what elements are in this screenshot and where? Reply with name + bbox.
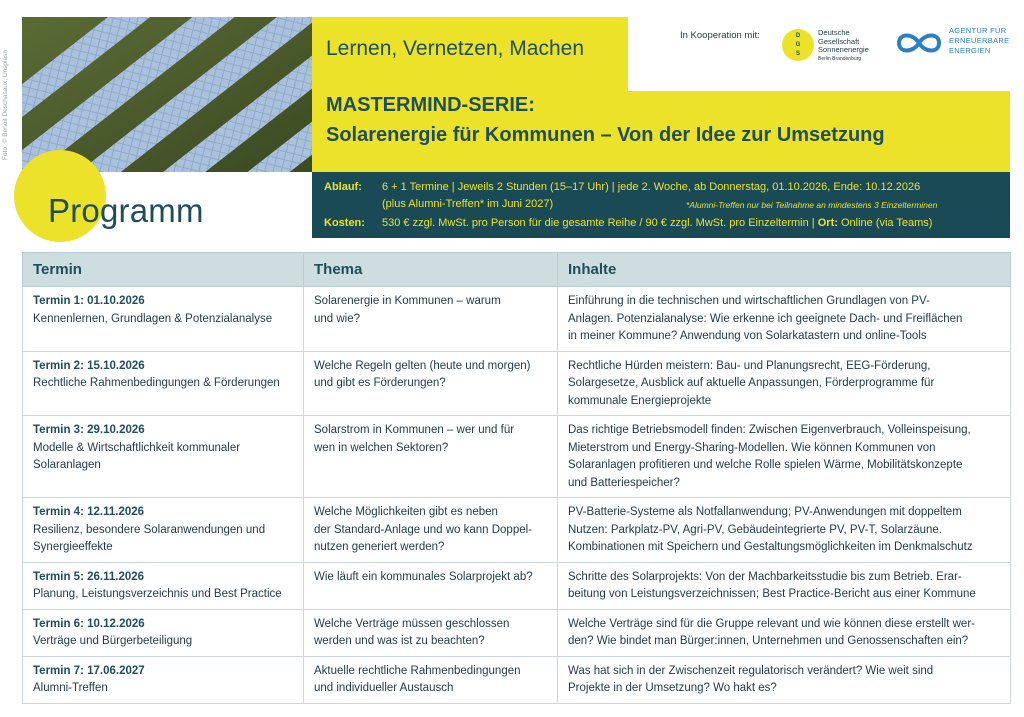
info-band	[312, 172, 1010, 238]
ablauf-line1: 6 + 1 Termine | Jeweils 2 Stunden (15–17 Uhr) | jede 2. Woche, ab Donnerstag, 01.10.2026, Ende: 10.12.2026	[382, 181, 921, 193]
tagline: Lernen, Vernetzen, Machen	[326, 37, 585, 60]
dgs-logo-mark: D G S	[782, 29, 814, 61]
aee-line1: AGENTUR FÜR	[949, 26, 1007, 35]
termin-date: Termin 5: 26.11.2026	[33, 570, 145, 583]
inhalte-cell: PV-Batterie-Systeme als Notfallanwendung; PV-Anwendungen mit doppeltem Nutzen: Parkplatz-PV, Agri-PV, Gebäudeintegrierte PV, PV-T, Solarzäune. Kombinationen mit Speichern und Gestaltungsmöglichkeiten im Denkmalschutz	[558, 498, 1011, 563]
termin-date: Termin 3: 29.10.2026	[33, 424, 145, 436]
ablauf-label: Ablauf:	[324, 181, 362, 193]
header-thema: Thema	[304, 253, 558, 287]
header-termin: Termin	[23, 253, 304, 287]
inhalte-cell: Rechtliche Hürden meistern: Bau- und Planungsrecht, EEG-Förderung, Solargesetze, Ausblick auf aktuelle Anpassungen, Förderprogramme für kommunale Energieprojekte	[558, 351, 1011, 416]
thema-cell: Solarstrom in Kommunen – wer und für wen in welchen Sektoren?	[304, 416, 558, 498]
table-row	[23, 609, 1011, 656]
serie-title-line1: MASTERMIND-SERIE:	[326, 94, 535, 116]
termin-date: Termin 2: 15.10.2026	[33, 359, 145, 372]
dgs-sub: Berlin Brandenburg	[818, 55, 862, 62]
thema-cell: Aktuelle rechtliche Rahmenbedingungen und individueller Austausch	[304, 656, 558, 703]
termin-cell	[23, 416, 304, 498]
termin-cell	[23, 656, 304, 703]
kosten-label: Kosten:	[324, 217, 365, 229]
termin-subtitle: Rechtliche Rahmenbedingungen & Förderungen	[33, 377, 280, 389]
inhalte-cell: Welche Verträge sind für die Gruppe relevant und wie können diese erstellt wer- den? Wie bindet man Bürger:innen, Unternehmen und Genossenschaften ein?	[558, 609, 1011, 656]
thema-cell: Welche Möglichkeiten gibt es neben der Standard-Anlage und wo kann Doppel- nutzen generiert werden?	[304, 498, 558, 563]
dgs-line2: Gesellschaft	[818, 36, 860, 46]
termin-cell	[23, 498, 304, 563]
infinity-icon	[893, 29, 945, 57]
dgs-logo	[782, 26, 882, 66]
table-row	[23, 498, 1011, 563]
termin-date: Termin 7: 17.06.2027	[33, 664, 145, 677]
thema-cell: Solarenergie in Kommunen – warum und wie?	[304, 287, 558, 352]
termin-subtitle: Modelle & Wirtschaftlichkeit kommunaler Solaranlagen	[33, 441, 241, 471]
solar-panel-photo	[22, 17, 312, 172]
thema-cell: Wie läuft ein kommunales Solarprojekt ab?	[304, 562, 558, 609]
termin-cell	[23, 351, 304, 416]
photo-credit: Foto: © Benoit Deschasaux, Unsplash	[2, 50, 9, 160]
inhalte-cell: Einführung in die technischen und wirtschaftlichen Grundlagen von PV- Anlagen. Potenzialanalyse: Wie erkenne ich geeignete Dach- und Freiflächen in meiner Kommune? Anwendung von Solarkatastern und online-Tools	[558, 287, 1011, 352]
aee-line3: ENERGIEN	[949, 46, 991, 55]
inhalte-cell: Schritte des Solarprojekts: Von der Machbarkeitsstudie bis zum Betrieb. Erar- beitung von Leistungsverzeichnissen; Best Practice-Bericht aus einer Kommune	[558, 562, 1011, 609]
inhalte-cell: Was hat sich in der Zwischenzeit regulatorisch verändert? Wie weit sind Projekte in der Umsetzung? Wo hakt es?	[558, 656, 1011, 703]
dgs-line1: Deutsche	[818, 28, 850, 37]
table-row	[23, 416, 1011, 498]
ort-label: Ort:	[817, 217, 838, 229]
serie-title-line2: Solarenergie für Kommunen – Von der Idee zur Umsetzung	[326, 124, 885, 146]
table-header-row	[23, 253, 1011, 287]
ablauf-line2: (plus Alumni-Treffen* im Juni 2027)	[382, 198, 554, 210]
kosten-info	[382, 217, 932, 229]
aee-logo	[893, 26, 1018, 66]
termin-subtitle: Planung, Leistungsverzeichnis und Best Practice	[33, 588, 282, 600]
termin-subtitle: Verträge und Bürgerbeteiligung	[33, 635, 193, 647]
dgs-line3: Sonnenenergie	[818, 45, 869, 54]
termin-subtitle: Resilienz, besondere Solaranwendungen und Synergieeffekte	[33, 523, 266, 553]
header-inhalte: Inhalte	[558, 253, 1011, 287]
schedule-table	[22, 252, 1011, 704]
ablauf-note: *Alumni-Treffen nur bei Teilnahme an mindestens 3 Einzelterminen	[686, 200, 938, 210]
termin-subtitle: Alumni-Treffen	[33, 682, 108, 694]
termin-date: Termin 6: 10.12.2026	[33, 617, 145, 630]
kosten-text: 530 € zzgl. MwSt. pro Person für die gesamte Reihe / 90 € zzgl. MwSt. pro Einzeltermin |	[382, 217, 815, 229]
inhalte-cell: Das richtige Betriebsmodell finden: Zwischen Eigenverbrauch, Volleinspeisung, Mieterstrom und Energy-Sharing-Modellen. Wie können Kommunen von Solaranlagen profitieren und welche Rolle spielen Wärme, Mobilitätskonzepte und Batteriespeicher?	[558, 416, 1011, 498]
termin-cell	[23, 287, 304, 352]
table-row	[23, 656, 1011, 703]
table-row	[23, 562, 1011, 609]
kooperation-label: In Kooperation mit:	[680, 30, 760, 41]
termin-date: Termin 4: 12.11.2026	[33, 506, 145, 518]
termin-cell	[23, 562, 304, 609]
table-row	[23, 287, 1011, 352]
table-row	[23, 351, 1011, 416]
ort-text: Online (via Teams)	[840, 217, 933, 229]
termin-cell	[23, 609, 304, 656]
programm-title: Programm	[48, 192, 204, 229]
aee-line2: ERNEUERBARE	[949, 36, 1010, 45]
termin-subtitle: Kennenlernen, Grundlagen & Potenzialanalyse	[33, 312, 273, 325]
serie-title	[326, 90, 885, 150]
thema-cell: Welche Regeln gelten (heute und morgen) und gibt es Förderungen?	[304, 351, 558, 416]
termin-date: Termin 1: 01.10.2026	[33, 295, 145, 307]
thema-cell: Welche Verträge müssen geschlossen werden und was ist zu beachten?	[304, 609, 558, 656]
